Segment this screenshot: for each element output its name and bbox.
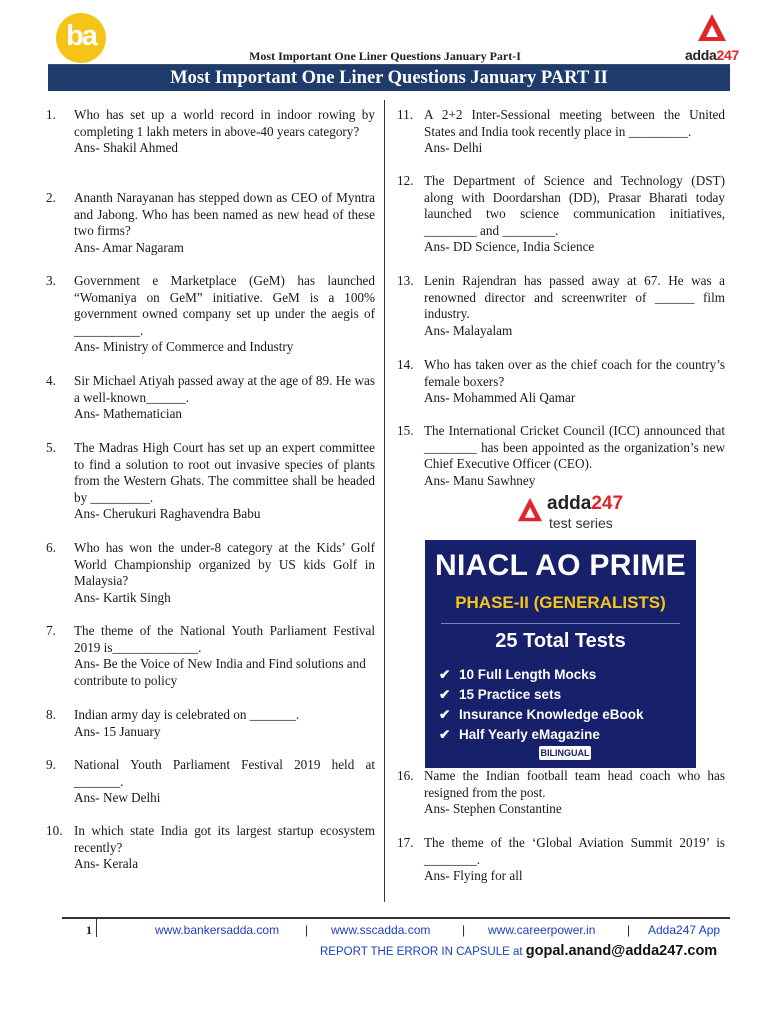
answer-text: Ans- Be the Voice of New India and Find solutions and contribute to policy [74, 656, 366, 688]
question-number: 13. [397, 273, 414, 288]
question-text: The theme of the National Youth Parliament Festival 2019 is_____________. [74, 623, 375, 655]
question-number: 8. [46, 707, 56, 722]
ad-brand-tagline: test series [549, 515, 613, 531]
question-text: The Department of Science and Technology (DST) along with Doordarshan (DD), Prasar Bharati today launched two science communication initiatives, ________ and ________. [424, 173, 725, 238]
ad-feature-item: ✔ 10 Full Length Mocks [439, 665, 689, 685]
check-icon: ✔ [439, 707, 451, 722]
answer-text: Ans- Kerala [74, 856, 139, 872]
link-careerpower[interactable]: www.careerpower.in [488, 923, 596, 937]
footer-separator: | [462, 923, 466, 937]
adda-triangle-icon [697, 13, 727, 43]
report-error-line [320, 943, 717, 959]
question-text: Ananth Narayanan has stepped down as CEO of Myntra and Jabong. Who has been named as new head of these two firms? [74, 190, 375, 239]
question-text: In which state India got its largest startup ecosystem recently? [74, 823, 375, 855]
question-number: 4. [46, 373, 56, 388]
page-subtitle: Most Important One Liner Questions January Part-I [249, 49, 521, 63]
logo-text: ba [66, 20, 96, 52]
question-text: The Madras High Court has set up an expert committee to find a solution to root out invasive species of plants from the Western Ghats. The committee shall be headed by _________. [74, 440, 375, 505]
ad-divider [441, 623, 680, 624]
question-number: 3. [46, 273, 56, 288]
question-number: 7. [46, 623, 56, 638]
question-number: 9. [46, 757, 56, 772]
question-number: 5. [46, 440, 56, 455]
question-number: 12. [397, 173, 414, 188]
answer-text: Ans- Ministry of Commerce and Industry [74, 339, 294, 355]
check-icon: ✔ [439, 667, 451, 682]
link-bankersadda[interactable]: www.bankersadda.com [155, 923, 280, 937]
ad-brand-name: adda247 [547, 493, 624, 514]
ad-total-tests: 25 Total Tests [495, 630, 626, 652]
adda-triangle-icon [517, 497, 543, 523]
answer-text: Ans- Kartik Singh [74, 589, 171, 605]
question-text: Sir Michael Atiyah passed away at the age of 89. He was a well-known______. [74, 373, 375, 405]
column-divider [384, 100, 385, 902]
ad-feature-item: ✔ Half Yearly eMagazine [439, 725, 689, 745]
question-text: A 2+2 Inter-Sessional meeting between the United States and India took recently place in _________. [424, 107, 725, 139]
question-text: Indian army day is celebrated on _______. [74, 707, 300, 722]
answer-text: Ans- Malayalam [424, 322, 513, 338]
ad-title: NIACL AO PRIME [435, 549, 686, 582]
question-number: 17. [397, 835, 414, 850]
answer-text: Ans- Cherukuri Raghavendra Babu [74, 506, 261, 522]
question-text: Lenin Rajendran has passed away at 67. He was a renowned director and screenwriter of ______ film industry. [424, 273, 725, 322]
question-number: 1. [46, 107, 56, 122]
footer-separator: | [305, 923, 309, 937]
check-icon: ✔ [439, 687, 451, 702]
ad-brand-header [425, 490, 696, 540]
answer-text: Ans- Stephen Constantine [424, 801, 562, 817]
report-prefix: REPORT THE ERROR IN CAPSULE at [320, 946, 526, 958]
question-number: 15. [397, 423, 414, 438]
footer-page-divider [96, 919, 97, 937]
question-text: Government e Marketplace (GeM) has launched “Womaniya on GeM” initiative. GeM is a 100% government owned company set up under the aegis of __________. [74, 273, 375, 338]
check-icon: ✔ [439, 727, 451, 742]
bilingual-badge: BILINGUAL [540, 748, 590, 758]
answer-text: Ans- 15 January [74, 723, 161, 739]
question-number: 6. [46, 540, 56, 555]
adda-wordmark: adda247 [685, 47, 739, 63]
link-adda247-app[interactable]: Adda247 App [648, 923, 721, 937]
answer-text: Ans- Shakil Ahmed [74, 140, 179, 156]
test-series-ad-banner[interactable] [425, 490, 696, 768]
question-text: The International Cricket Council (ICC) announced that ________ has been appointed as the organization’s new Chief Executive Officer (CEO). [424, 423, 725, 472]
question-number: 14. [397, 357, 414, 372]
question-number: 11. [397, 107, 413, 122]
question-number: 10. [46, 823, 63, 838]
ad-subtitle: PHASE-II (GENERALISTS) [455, 593, 666, 612]
page-title: Most Important One Liner Questions January PART II [48, 65, 730, 91]
question-text: Who has won the under-8 category at the Kids’ Golf World Championship organized by US kids Golf in Malaysia? [74, 540, 375, 589]
answer-text: Ans- Delhi [424, 140, 483, 156]
question-text: Who has taken over as the chief coach for the country’s female boxers? [424, 357, 725, 389]
ad-feature-list [439, 665, 689, 745]
page-number: 1 [86, 923, 92, 937]
question-text: Name the Indian football team head coach who has resigned from the post. [424, 768, 725, 800]
answer-text: Ans- DD Science, India Science [424, 239, 595, 255]
question-number: 16. [397, 768, 414, 783]
answer-text: Ans- Mohammed Ali Qamar [424, 390, 576, 406]
footer-rule [62, 917, 730, 919]
answer-text: Ans- Flying for all [424, 868, 523, 884]
link-sscadda[interactable]: www.sscadda.com [331, 923, 431, 937]
ad-feature-item: ✔ Insurance Knowledge eBook [439, 705, 689, 725]
answer-text: Ans- Mathematician [74, 406, 183, 422]
question-number: 2. [46, 190, 56, 205]
answer-text: Ans- New Delhi [74, 790, 161, 806]
question-text: The theme of the ‘Global Aviation Summit 2019’ is ________. [424, 835, 725, 867]
answer-text: Ans- Manu Sawhney [424, 472, 536, 488]
question-text: National Youth Parliament Festival 2019 held at _______. [74, 757, 375, 789]
footer-separator: | [627, 923, 631, 937]
ad-feature-item: ✔ 15 Practice sets [439, 685, 689, 705]
report-email-link[interactable]: gopal.anand@adda247.com [525, 943, 718, 959]
question-text: Who has set up a world record in indoor rowing by completing 1 lakh meters in above-40 years category? [74, 107, 375, 139]
answer-text: Ans- Amar Nagaram [74, 239, 184, 255]
